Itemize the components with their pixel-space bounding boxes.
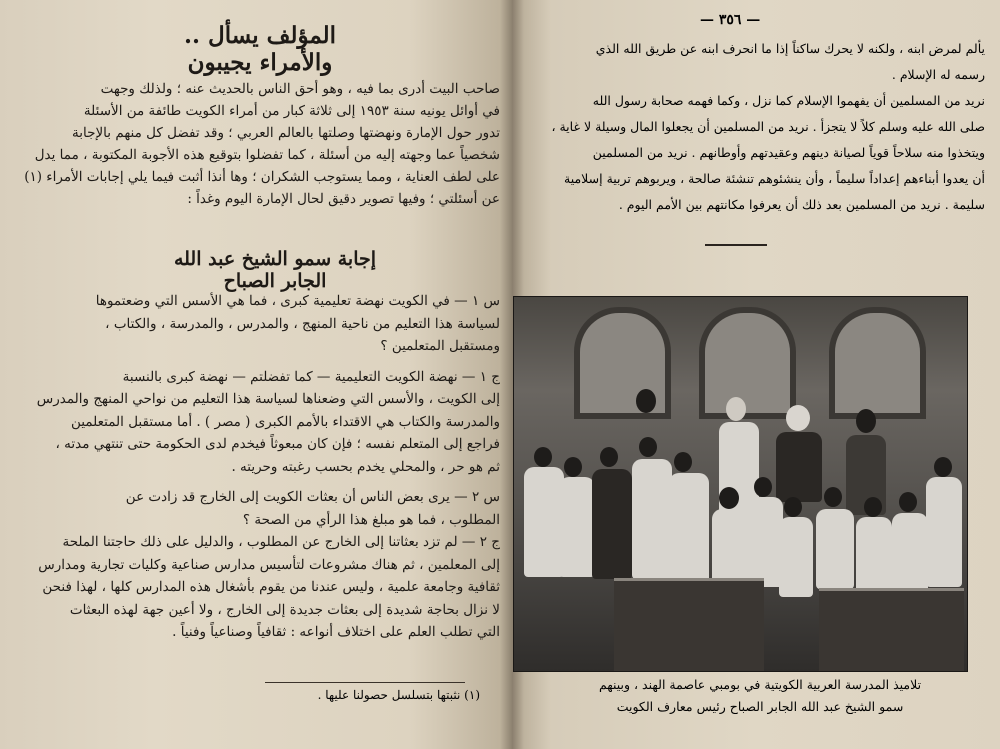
child-body [632, 459, 672, 579]
text-line: عن أسئلتي ؛ وفيها تصوير دقيق لحال الإمارة اليوم وغداً : [187, 191, 500, 207]
question-line: ومستقبل المتعلمين ؟ [380, 338, 500, 354]
question-line: لسياسة هذا التعليم من ناحية المنهج ، والمدرس ، والمدرسة ، والكتاب ، [105, 315, 500, 332]
child-head [719, 487, 739, 509]
child-head [639, 437, 657, 457]
text-line: على لطف العناية ، ومما يستوجب الشكران ؛ وها أنذا أثبت فيما يلي إجابات الأمراء (١) [24, 169, 500, 185]
text-line: نريد من المسلمين أن يفهموا الإسلام كما نزل ، وكما فهمه صحابة رسول الله [592, 93, 985, 108]
text-line: يألم لمرض ابنه ، ولكنه لا يحرك ساكناً إذا ما انحرف ابنه عن طريق الله الذي [595, 41, 985, 56]
window-arch [699, 307, 796, 419]
page-header-title: المؤلف يسأل .. والأمراء يجيبون [183, 22, 337, 76]
child-head [934, 457, 952, 477]
answer-line: إلى الكويت ، والأسس التي وضعناها لسياسة هذا التعليم من نواحي المنهج والمدرس [36, 391, 500, 407]
child-head [754, 477, 772, 497]
question-line: س ٢ — يرى بعض الناس أن بعثات الكويت إلى الخارج قد زادت عن [125, 489, 500, 505]
text-line: أن يعدوا أبناءهم إعداداً سليماً ، وأن ينشئوهم تنشئة صالحة ، ويربوهم تربية إسلامية [564, 171, 985, 186]
child-body [592, 469, 632, 579]
caption-line: سمو الشيخ عبد الله الجابر الصباح رئيس معارف الكويت [616, 699, 904, 714]
qa-body [25, 290, 500, 644]
child-body [779, 517, 813, 597]
text-line: تدور حول الإمارة ونهضتها وصلتها بالعالم العربي ؛ وقد تفضل كل منهم بالإجابة [72, 125, 500, 141]
school-desk [614, 578, 764, 671]
school-desk [819, 588, 964, 671]
text-line: ويتخذوا منه سلاحاً قوياً لصيانة دينهم وعقيدتهم وأوطانهم . نريد من المسلمين [592, 145, 985, 160]
answer-line: ج ١ — نهضة الكويت التعليمية — كما تفضلتم — نهضة كبرى بالنسبة [122, 368, 500, 385]
child-body [524, 467, 564, 577]
section-title: إجابة سمو الشيخ عبد الله الجابر الصباح [173, 248, 377, 292]
person-head [726, 397, 746, 421]
child-head [564, 457, 582, 477]
answer-line: ج ٢ — لم تزد بعثاتنا إلى الخارج عن المطلوب ، والدليل على ذلك حاجتنا الملحة [62, 534, 500, 550]
person-head [786, 405, 810, 431]
child-body [926, 477, 962, 587]
person-body [776, 432, 822, 502]
page-number: — ٣٥٦ — [700, 12, 761, 28]
footnote-rule [265, 682, 465, 683]
child-head [784, 497, 802, 517]
text-line: صلى الله عليه وسلم كلاً لا يتجزأ . نريد من المسلمين أن يجعلوا المال وسيلة لا غاية ، [551, 119, 985, 134]
answer-line: إلى المعلمين ، ثم هناك مشروعات لتأسيس مدارس صناعية وكليات تجارية ومدارس [38, 556, 500, 573]
intro-paragraph [25, 78, 500, 210]
child-body [559, 477, 595, 577]
school-photo [513, 296, 968, 672]
answer-line: والمدرسة والكتاب هي الاقتداء بالأمم الكبرى ( مصر ) . أما مستقبل المتعلمين [71, 413, 500, 430]
child-body [856, 517, 892, 597]
child-body [816, 509, 854, 589]
right-body [540, 36, 985, 218]
child-body [892, 513, 928, 593]
section-separator [705, 244, 767, 246]
child-head [600, 447, 618, 467]
child-head [899, 492, 917, 512]
child-head [824, 487, 842, 507]
question-line: المطلوب ، فما هو مبلغ هذا الرأي من الصحة ؟ [242, 511, 500, 528]
person-head [636, 389, 656, 413]
window-arch [829, 307, 926, 419]
child-body [749, 497, 783, 587]
answer-line: لا نزال بحاجة شديدة إلى بعثات جديدة إلى الخارج ، ولا أعين جهة لهذه البعثات [69, 601, 500, 618]
question-line: س ١ — في الكويت نهضة تعليمية كبرى ، فما هي الأسس التي وضعتموها [95, 293, 500, 309]
answer-line: التي تطلب العلم على اختلاف أنواعه : ثقافياً وصناعياً وفنياً . [172, 624, 500, 640]
answer-line: ثم هو حر ، والمحلي يخدم بحسب رغبته وحريته . [231, 458, 500, 475]
window-arch [574, 307, 671, 419]
child-head [674, 452, 692, 472]
text-line: شخصياً عما وجهته إليه من أسئلة ، كما تفضلوا بتوقيع هذه الأجوبة المكتوبة ، مما يدل [34, 147, 500, 163]
child-head [534, 447, 552, 467]
text-line: سليمة . نريد من المسلمين بعد ذلك أن يعرفوا مكانتهم بين الأمم اليوم . [618, 197, 985, 212]
text-line: رسمه له الإسلام . [891, 67, 985, 82]
caption-line: تلاميذ المدرسة العربية الكويتية في بومبي عاصمة الهند ، وبينهم [598, 677, 922, 692]
person-head [856, 409, 876, 433]
answer-line: فراجع إلى المتعلم نفسه ؛ فإن كان مبعوثاً فيخدم لدى الحكومة حتى تنتهي مدته ، [55, 436, 500, 452]
child-head [864, 497, 882, 517]
child-body [669, 473, 709, 583]
answer-line: ثقافية وجامعة علمية ، وليس عندنا من يقوم بأشغال هذه المدارس كلها ، لهذا فنحن [42, 579, 500, 595]
photo-caption [540, 674, 980, 718]
text-line: صاحب البيت أدرى بما فيه ، وهو أحق الناس بالحديث عنه ؛ ولذلك وجهت [100, 81, 500, 97]
footnote: (١) نثبتها بتسلسل حصولنا عليها . [317, 688, 480, 702]
text-line: في أوائل يونيه سنة ١٩٥٣ إلى ثلاثة كبار من أمراء الكويت طائفة من الأسئلة [83, 103, 500, 119]
